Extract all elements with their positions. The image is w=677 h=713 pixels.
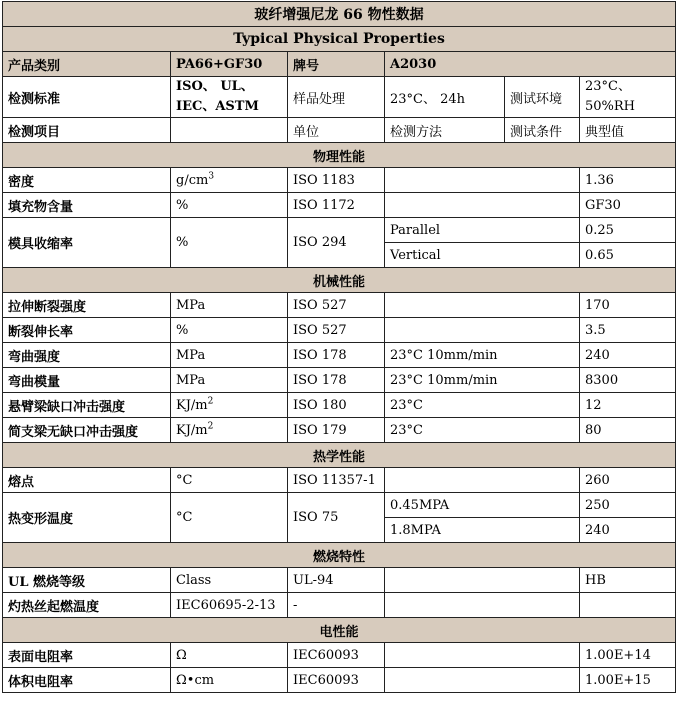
- row-condition: 0.45MPA: [385, 493, 580, 518]
- row-condition: 23°C: [385, 393, 580, 418]
- section-title: 机械性能: [3, 268, 676, 293]
- row-name: 热变形温度: [3, 493, 171, 543]
- table-row: [3, 493, 676, 518]
- row-value: 1.00E+15: [580, 668, 676, 693]
- row-name: 模具收缩率: [3, 218, 171, 268]
- row-unit: IEC60695-2-13: [171, 593, 288, 618]
- row-value: 12: [580, 393, 676, 418]
- row-unit: °C: [171, 493, 288, 543]
- row-name: 悬臂梁缺口冲击强度: [3, 393, 171, 418]
- title-en: Typical Physical Properties: [3, 27, 676, 52]
- table-row: [3, 343, 676, 368]
- row-value: HB: [580, 568, 676, 593]
- row-value: 1.36: [580, 168, 676, 193]
- row-unit: $g/cm^3$: [171, 168, 288, 193]
- sample-value: 23°C、 24h: [385, 77, 505, 118]
- row-name: 弯曲模量: [3, 368, 171, 393]
- col-item: 检测项目: [3, 118, 171, 143]
- row-method: ISO 75: [288, 493, 385, 543]
- table-row: [3, 168, 676, 193]
- section-mechanical: [3, 268, 676, 293]
- row-unit: Ω•cm: [171, 668, 288, 693]
- row-condition: [385, 468, 580, 493]
- row-method: ISO 527: [288, 318, 385, 343]
- product-type-label: 产品类别: [3, 52, 171, 77]
- row-name: 填充物含量: [3, 193, 171, 218]
- row-value: 0.25: [580, 218, 676, 243]
- row-condition: 23°C: [385, 418, 580, 443]
- row-value: GF30: [580, 193, 676, 218]
- col-method: 检测方法: [385, 118, 505, 143]
- row-condition: [385, 593, 580, 618]
- row-condition: 1.8MPA: [385, 518, 580, 543]
- col-unit-spacer: [171, 118, 288, 143]
- row-method: ISO 179: [288, 418, 385, 443]
- row-method: UL-94: [288, 568, 385, 593]
- row-method: ISO 294: [288, 218, 385, 268]
- section-title: 物理性能: [3, 143, 676, 168]
- title-row-cn: [3, 2, 676, 27]
- env-value: 23°C、50%RH: [580, 77, 676, 118]
- product-type-value: PA66+GF30: [171, 52, 288, 77]
- row-condition: 23°C 10mm/min: [385, 368, 580, 393]
- row-value: 240: [580, 343, 676, 368]
- table-row: [3, 468, 676, 493]
- row-name: 熔点: [3, 468, 171, 493]
- table-row: [3, 593, 676, 618]
- row-name: UL 燃烧等级: [3, 568, 171, 593]
- row-condition: [385, 668, 580, 693]
- row-value: 240: [580, 518, 676, 543]
- table-row: [3, 318, 676, 343]
- row-condition: Parallel: [385, 218, 580, 243]
- row-unit: %: [171, 193, 288, 218]
- product-header-row: [3, 52, 676, 77]
- row-method: ISO 178: [288, 343, 385, 368]
- table-row: [3, 668, 676, 693]
- table-row: [3, 393, 676, 418]
- env-label: 测试环境: [505, 77, 580, 118]
- row-method: ISO 11357-1: [288, 468, 385, 493]
- row-name: 简支梁无缺口冲击强度: [3, 418, 171, 443]
- table-row: [3, 218, 676, 243]
- row-unit: $KJ/m^2$: [171, 418, 288, 443]
- row-unit: °C: [171, 468, 288, 493]
- brand-label: 牌号: [288, 52, 385, 77]
- row-unit: MPa: [171, 293, 288, 318]
- title-row-en: [3, 27, 676, 52]
- table-row: [3, 293, 676, 318]
- section-physical: [3, 143, 676, 168]
- section-electrical: [3, 618, 676, 643]
- row-method: IEC60093: [288, 668, 385, 693]
- table-row: [3, 418, 676, 443]
- row-name: 拉伸断裂强度: [3, 293, 171, 318]
- row-method: ISO 1172: [288, 193, 385, 218]
- row-unit: %: [171, 318, 288, 343]
- row-condition: [385, 568, 580, 593]
- standards-value: ISO、 UL、 IEC、ASTM: [171, 77, 288, 118]
- row-condition: Vertical: [385, 243, 580, 268]
- column-header-row: [3, 118, 676, 143]
- row-condition: [385, 193, 580, 218]
- table-row: [3, 368, 676, 393]
- row-name: 体积电阻率: [3, 668, 171, 693]
- row-name: 表面电阻率: [3, 643, 171, 668]
- row-condition: [385, 318, 580, 343]
- col-condition: 测试条件: [505, 118, 580, 143]
- row-value: [580, 593, 676, 618]
- row-value: 80: [580, 418, 676, 443]
- section-title: 热学性能: [3, 443, 676, 468]
- sample-label: 样品处理: [288, 77, 385, 118]
- row-value: 0.65: [580, 243, 676, 268]
- row-method: ISO 1183: [288, 168, 385, 193]
- standards-row: [3, 77, 676, 118]
- row-unit: MPa: [171, 343, 288, 368]
- table-row: [3, 643, 676, 668]
- row-condition: [385, 643, 580, 668]
- row-unit: Class: [171, 568, 288, 593]
- row-condition: [385, 168, 580, 193]
- col-unit: 单位: [288, 118, 385, 143]
- row-value: 8300: [580, 368, 676, 393]
- title-cn: 玻纤增强尼龙 66 物性数据: [3, 2, 676, 27]
- section-title: 燃烧特性: [3, 543, 676, 568]
- row-unit: %: [171, 218, 288, 268]
- row-method: ISO 178: [288, 368, 385, 393]
- row-method: IEC60093: [288, 643, 385, 668]
- properties-table: [2, 1, 676, 693]
- row-unit: MPa: [171, 368, 288, 393]
- row-value: 170: [580, 293, 676, 318]
- standards-label: 检测标准: [3, 77, 171, 118]
- row-condition: 23°C 10mm/min: [385, 343, 580, 368]
- row-name: 断裂伸长率: [3, 318, 171, 343]
- table-row: [3, 568, 676, 593]
- section-title: 电性能: [3, 618, 676, 643]
- row-condition: [385, 293, 580, 318]
- brand-value: A2030: [385, 52, 676, 77]
- row-name: 弯曲强度: [3, 343, 171, 368]
- row-value: 1.00E+14: [580, 643, 676, 668]
- section-thermal: [3, 443, 676, 468]
- table-row: [3, 193, 676, 218]
- row-name: 灼热丝起燃温度: [3, 593, 171, 618]
- section-flammability: [3, 543, 676, 568]
- row-value: 250: [580, 493, 676, 518]
- row-value: 260: [580, 468, 676, 493]
- row-method: ISO 527: [288, 293, 385, 318]
- row-method: -: [288, 593, 385, 618]
- row-unit: $KJ/m^2$: [171, 393, 288, 418]
- row-value: 3.5: [580, 318, 676, 343]
- row-unit: Ω: [171, 643, 288, 668]
- row-method: ISO 180: [288, 393, 385, 418]
- row-name: 密度: [3, 168, 171, 193]
- col-value: 典型值: [580, 118, 676, 143]
